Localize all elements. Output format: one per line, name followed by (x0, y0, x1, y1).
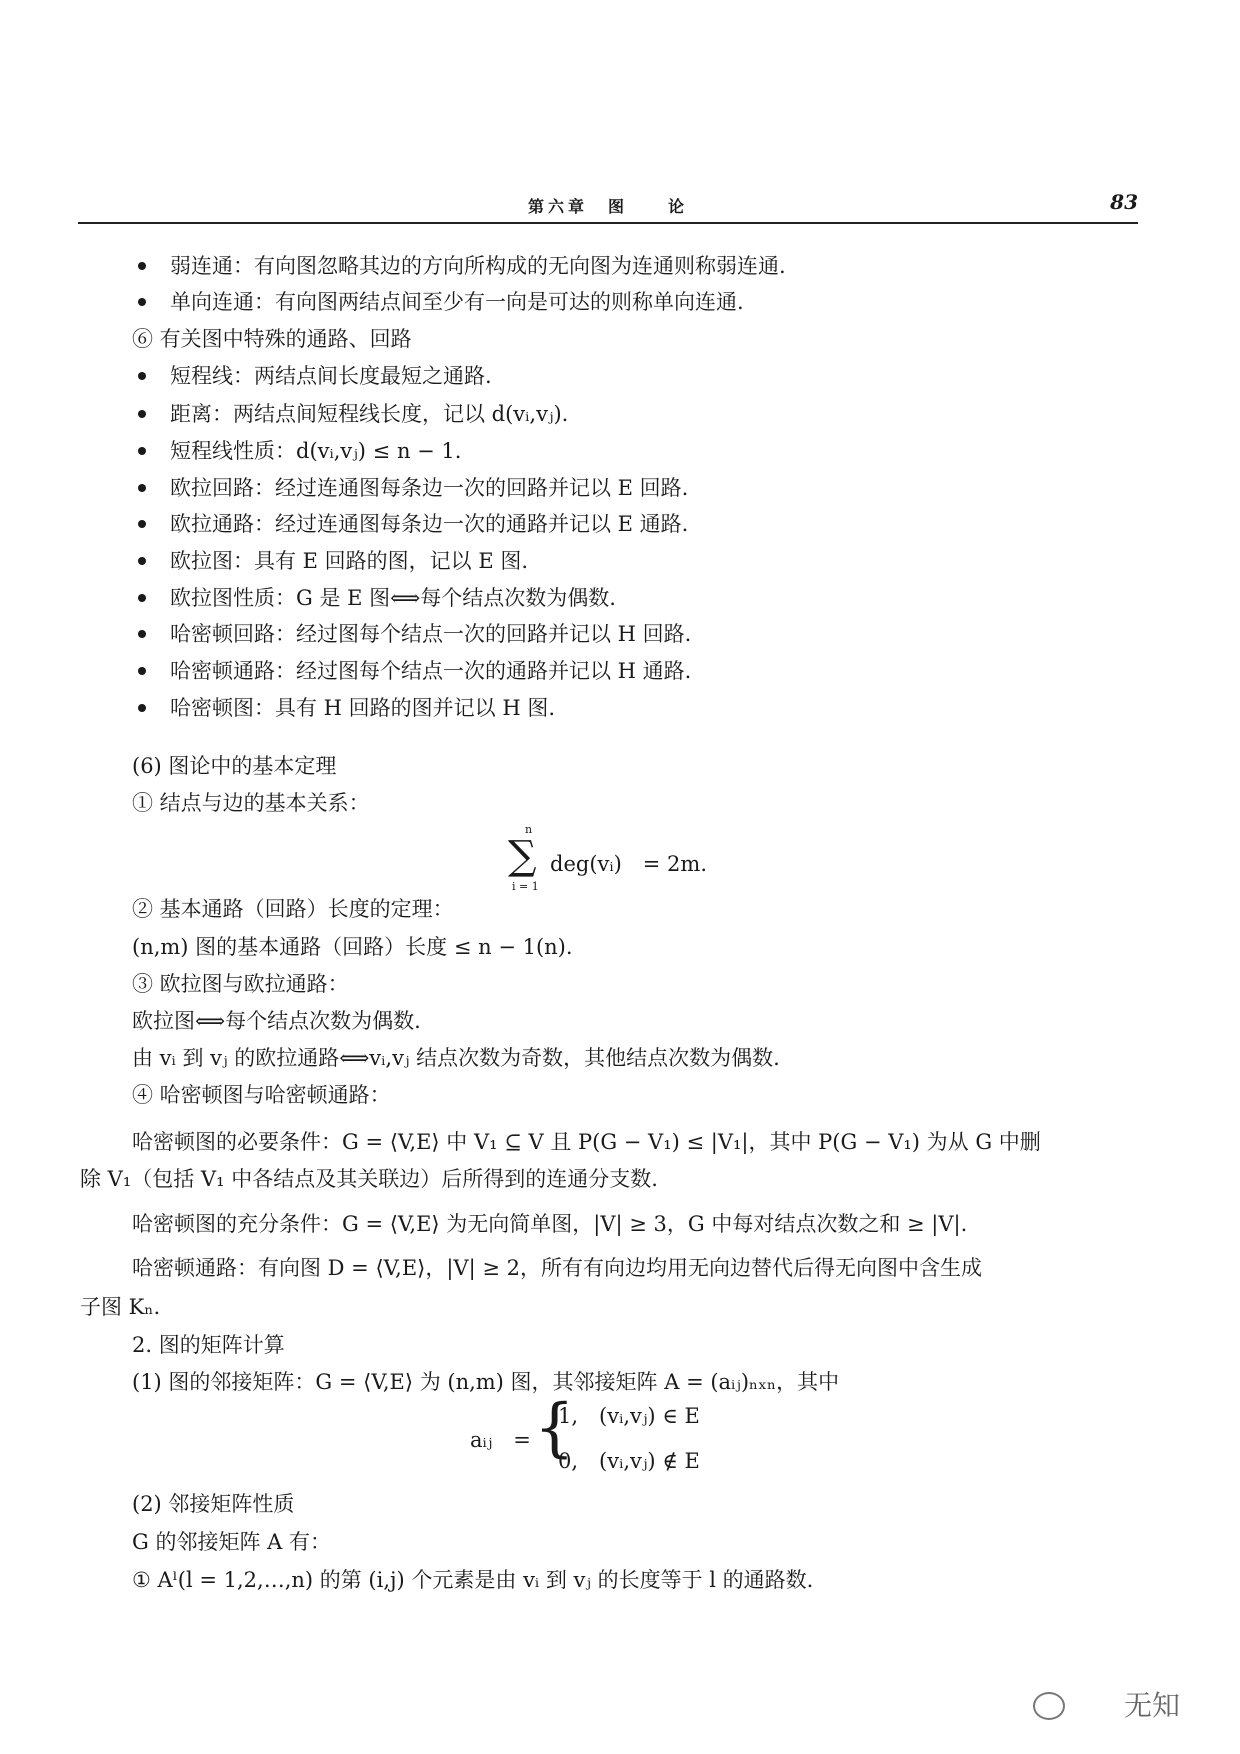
text-line: 除 V₁（包括 V₁ 中各结点及其关联边）后所得到的连通分支数. (80, 1167, 658, 1191)
text-line: 哈密顿图的充分条件：G = ⟨V,E⟩ 为无向简单图，|V| ≥ 3，G 中每对结点次数之和 ≥ |V|. (132, 1212, 968, 1236)
chapter-title: 第六章 图 论 (528, 197, 689, 216)
formula-lhs: aᵢⱼ = (470, 1428, 531, 1452)
text-line: 2. 图的矩阵计算 (132, 1333, 285, 1357)
text-line: 欧拉图：具有 E 回路的图，记以 E 图. (170, 549, 529, 573)
text-line: 短程线性质：d(vᵢ,vⱼ) ≤ n − 1. (170, 439, 462, 463)
bullet-icon (138, 484, 146, 492)
text-line: 哈密顿回路：经过图每个结点一次的回路并记以 H 回路. (170, 622, 692, 646)
bullet-icon (138, 410, 146, 418)
watermark: 无知 (1123, 1689, 1180, 1722)
text-line: ① 结点与边的基本关系： (132, 791, 370, 815)
text-line: ② 基本通路（回路）长度的定理： (132, 897, 454, 921)
text-line: 哈密顿图的必要条件：G = ⟨V,E⟩ 中 V₁ ⊆ V 且 P(G − V₁) ≤ |V₁|，其中 P(G − V₁) 为从 G 中删 (132, 1130, 1041, 1154)
bullet-icon (138, 372, 146, 380)
bullet-icon (138, 557, 146, 565)
text-line: 欧拉图性质：G 是 E 图⟺每个结点次数为偶数. (170, 586, 616, 610)
text-line: 距离：两结点间短程线长度，记以 d(vᵢ,vⱼ). (170, 402, 569, 426)
text-line: 欧拉通路：经过连通图每条边一次的通路并记以 E 通路. (170, 512, 689, 536)
page-number: 83 (1110, 190, 1138, 214)
sum-lower: i = 1 (512, 880, 539, 893)
text-line: G 的邻接矩阵 A 有： (132, 1530, 331, 1554)
wechat-icon (1033, 1692, 1065, 1720)
bullet-icon (138, 704, 146, 712)
text-line: 欧拉图⟺每个结点次数为偶数. (132, 1009, 421, 1033)
sum-body: deg(vᵢ) = 2m. (550, 852, 708, 876)
formula-case-1: 1, (vᵢ,vⱼ) ∈ E (558, 1404, 700, 1428)
text-line: (2) 邻接矩阵性质 (132, 1492, 295, 1516)
formula-case-2: 0, (vᵢ,vⱼ) ∉ E (558, 1449, 700, 1473)
text-line: (6) 图论中的基本定理 (132, 754, 337, 778)
text-line: ③ 欧拉图与欧拉通路： (132, 972, 349, 996)
text-line: 短程线：两结点间长度最短之通路. (170, 364, 492, 388)
text-line: 单向连通：有向图两结点间至少有一向是可达的则称单向连通. (170, 290, 744, 314)
text-line: 哈密顿图：具有 H 回路的图并记以 H 图. (170, 696, 556, 720)
brace-symbol: { (534, 1391, 575, 1465)
text-line: 子图 Kₙ. (80, 1295, 161, 1319)
text-line: 哈密顿通路：经过图每个结点一次的通路并记以 H 通路. (170, 659, 692, 683)
text-line: 由 vᵢ 到 vⱼ 的欧拉通路⟺vᵢ,vⱼ 结点次数为奇数，其他结点次数为偶数. (132, 1046, 780, 1070)
text-line: (1) 图的邻接矩阵：G = ⟨V,E⟩ 为 (n,m) 图，其邻接矩阵 A = (aᵢⱼ)ₙₓₙ，其中 (132, 1370, 840, 1394)
bullet-icon (138, 630, 146, 638)
text-line: ⑥ 有关图中特殊的通路、回路 (132, 327, 412, 351)
bullet-icon (138, 298, 146, 306)
text-line: 哈密顿通路：有向图 D = ⟨V,E⟩，|V| ≥ 2，所有有向边均用无向边替代后得无向图中含生成 (132, 1256, 982, 1280)
bullet-icon (138, 594, 146, 602)
sigma-symbol: ∑ (508, 833, 537, 879)
bullet-icon (138, 447, 146, 455)
text-line: ① Aˡ(l = 1,2,…,n) 的第 (i,j) 个元素是由 vᵢ 到 vⱼ 的长度等于 l 的通路数. (132, 1568, 814, 1592)
page-header (78, 190, 1138, 224)
text-line: ④ 哈密顿图与哈密顿通路： (132, 1083, 391, 1107)
text-line: 弱连通：有向图忽略其边的方向所构成的无向图为连通则称弱连通. (170, 254, 786, 278)
bullet-icon (138, 262, 146, 270)
text-line: 欧拉回路：经过连通图每条边一次的回路并记以 E 回路. (170, 476, 689, 500)
text-line: (n,m) 图的基本通路（回路）长度 ≤ n − 1(n). (132, 935, 573, 959)
bullet-icon (138, 667, 146, 675)
sum-upper: n (525, 823, 533, 836)
bullet-icon (138, 520, 146, 528)
